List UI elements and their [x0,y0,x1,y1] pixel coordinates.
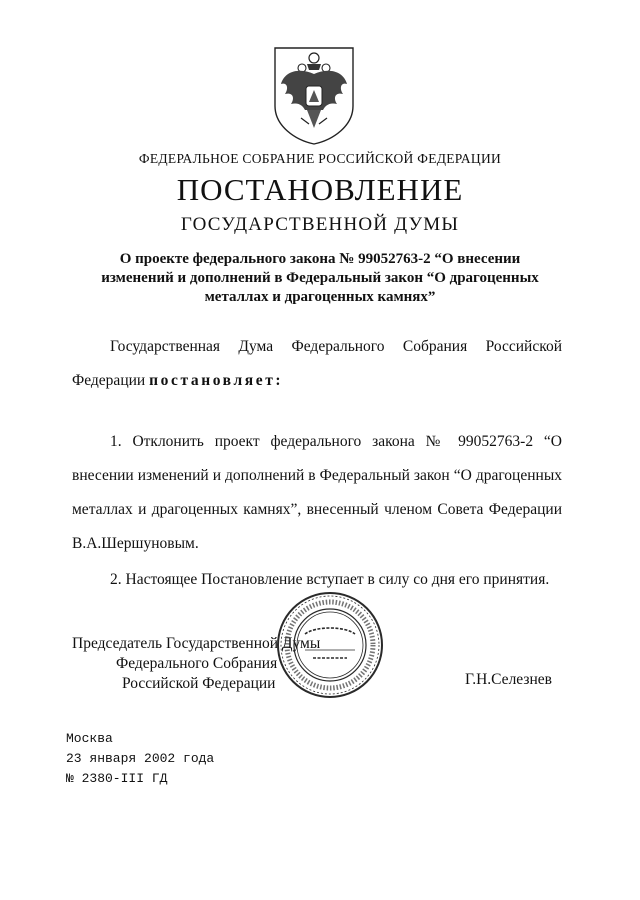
document-subtitle: ГОСУДАРСТВЕННОЙ ДУМЫ [180,214,460,235]
place-of-signing: Москва [66,731,113,746]
date-of-signing: 23 января 2002 года [66,751,215,766]
intro-paragraph [72,330,562,398]
intro-text: Государственная Дума Федерального Собрания Российской Федерации [72,338,562,389]
document-subject: О проекте федерального закона № 99052763-2 “О внесении изменений и дополнений в Федеральный закон “О драгоценных металлах и драгоценных камнях” [101,251,539,305]
resolution-item-2: 2. Настоящее Постановление вступает в силу со дня его принятия. [110,571,550,588]
organization-name: ФЕДЕРАЛЬНОЕ СОБРАНИЕ РОССИЙСКОЙ ФЕДЕРАЦИИ [138,151,502,166]
russian-coat-of-arms-icon [271,44,357,146]
position-line-3: Российской Федерации [122,675,276,692]
position-line-2: Федерального Собрания [116,655,278,672]
resolution-item-1: 1. Отклонить проект федерального закона № 99052763-2 “О внесении изменений и дополнений в Федеральный закон “О драгоценных металлах и драгоценных камнях”, внесенный членом Совета Федерации В.А.Шершуновым. [72,433,562,552]
resolution-verb: постановляет: [149,372,284,389]
position-line-1: Председатель Государственной Думы [72,635,321,652]
signer-name: Г.Н.Селезнев [465,671,552,688]
document-title: ПОСТАНОВЛЕНИЕ [176,172,464,207]
coat-of-arms-emblem [271,44,357,146]
document-number: № 2380-III ГД [66,771,168,786]
official-stamp [275,590,385,700]
